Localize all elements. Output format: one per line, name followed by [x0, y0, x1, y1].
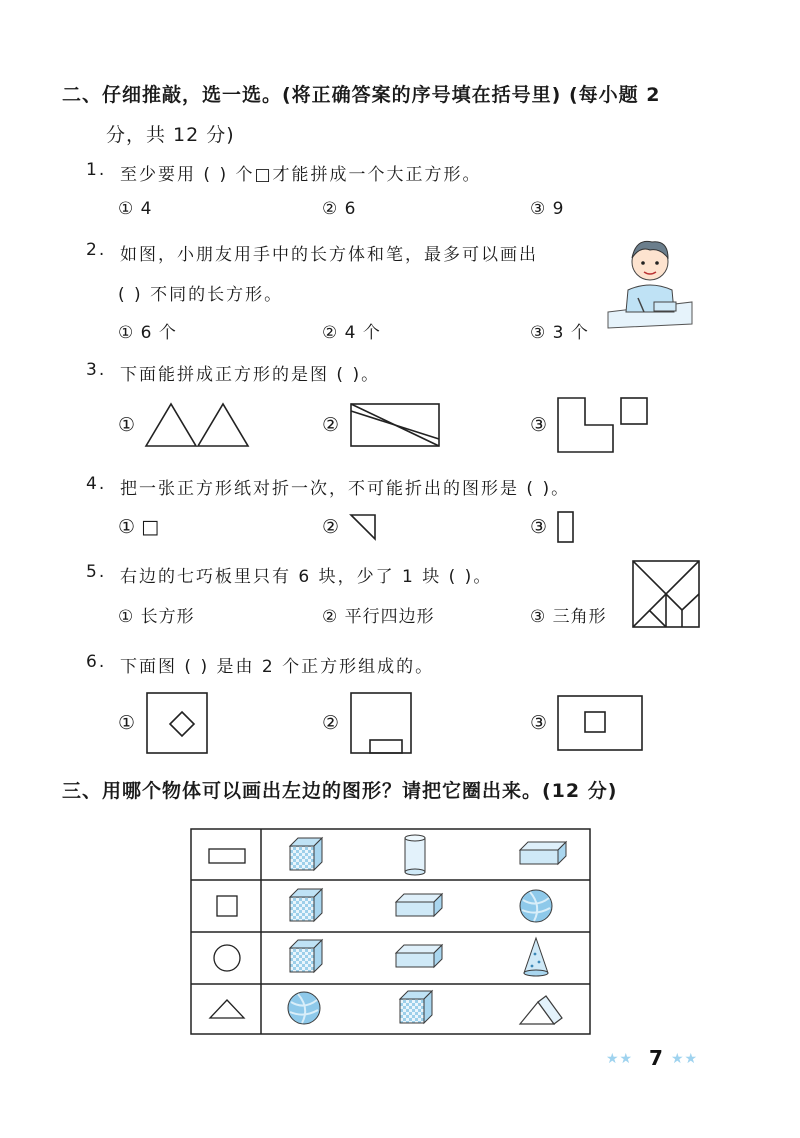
q5-option-2[interactable]: ② 平行四边形: [322, 607, 435, 627]
q1-number: 1.: [86, 160, 107, 180]
section3-heading: 三、用哪个物体可以画出左边的图形？请把它圈出来。(12 分): [62, 780, 618, 802]
q2-text-line2: ( ) 不同的长方形。: [118, 285, 284, 305]
row3-circle-shape: [214, 945, 240, 971]
q4-number: 4.: [86, 474, 107, 494]
row2-cuboid-icon[interactable]: [396, 894, 442, 916]
q6-option-3[interactable]: ③: [530, 712, 548, 734]
q5-text: 右边的七巧板里只有 6 块，少了 1 块 ( )。: [120, 567, 493, 587]
row1-cube-icon[interactable]: [290, 838, 322, 870]
q6-option-1[interactable]: ①: [118, 712, 136, 734]
row2-square-shape: [217, 896, 237, 916]
page-number: 7: [649, 1046, 663, 1070]
row4-cube-icon[interactable]: [400, 991, 432, 1023]
q2-option-1[interactable]: ① 6 个: [118, 323, 177, 343]
section2-heading-line2: 分，共 12 分): [106, 124, 235, 146]
row3-cube-icon[interactable]: [290, 940, 322, 972]
q3-text: 下面能拼成正方形的是图 ( )。: [120, 365, 381, 385]
q3-option-2[interactable]: ②: [322, 414, 340, 436]
row1-cylinder-can-icon[interactable]: [405, 835, 425, 875]
row4-triangular-prism-icon[interactable]: [520, 996, 562, 1024]
q5-number: 5.: [86, 562, 107, 582]
rectangle-with-square-figure: [557, 695, 643, 751]
two-triangles-figure: [144, 400, 248, 448]
row3-cuboid-icon[interactable]: [396, 945, 442, 967]
row1-cuboid-icon[interactable]: [520, 842, 566, 864]
q2-text: 如图，小朋友用手中的长方体和笔，最多可以画出: [120, 245, 538, 265]
row2-ball-icon[interactable]: [520, 890, 552, 922]
right-triangle-figure: [350, 514, 376, 540]
q1-option-3[interactable]: ③ 9: [530, 199, 565, 219]
square-with-small-rect-figure: [350, 692, 412, 754]
split-rectangle-triangles-figure: [350, 403, 440, 447]
l-shape-and-square-figure: [557, 397, 649, 453]
q4-option-1[interactable]: ① □: [118, 516, 160, 538]
q4-option-2[interactable]: ②: [322, 516, 340, 538]
q1-text: 至少要用 ( ) 个□才能拼成一个大正方形。: [120, 165, 482, 185]
q1-option-1[interactable]: ① 4: [118, 199, 153, 219]
q3-option-3[interactable]: ③: [530, 414, 548, 436]
q4-option-3[interactable]: ③: [530, 516, 548, 538]
shape-object-table: [190, 828, 591, 1036]
row3-cone-icon[interactable]: [524, 938, 548, 976]
row1-rectangle-shape: [209, 849, 245, 863]
q5-option-3[interactable]: ③ 三角形: [530, 607, 607, 627]
q2-option-2[interactable]: ② 4 个: [322, 323, 381, 343]
tangram-figure: [632, 560, 700, 628]
tall-rectangle-figure: [557, 511, 575, 543]
footer-stars-left: ★★: [606, 1051, 634, 1067]
boy-with-cuboid-illustration: [600, 232, 700, 332]
q2-number: 2.: [86, 240, 107, 260]
q3-number: 3.: [86, 360, 107, 380]
footer-stars-right: ★★: [671, 1051, 699, 1067]
q6-text: 下面图 ( ) 是由 2 个正方形组成的。: [120, 657, 435, 677]
q1-option-2[interactable]: ② 6: [322, 199, 357, 219]
q3-option-1[interactable]: ①: [118, 414, 136, 436]
q2-option-3[interactable]: ③ 3 个: [530, 323, 589, 343]
q6-number: 6.: [86, 652, 107, 672]
row4-ball-icon[interactable]: [288, 992, 320, 1024]
q4-text: 把一张正方形纸对折一次，不可能折出的图形是 ( )。: [120, 479, 571, 499]
square-with-diamond-figure: [146, 692, 208, 754]
row4-triangle-shape: [210, 1000, 244, 1018]
section2-heading-line1: 二、仔细推敲，选一选。(将正确答案的序号填在括号里) (每小题 2: [62, 84, 661, 106]
q6-option-2[interactable]: ②: [322, 712, 340, 734]
row2-cube-icon[interactable]: [290, 889, 322, 921]
q5-option-1[interactable]: ① 长方形: [118, 607, 195, 627]
